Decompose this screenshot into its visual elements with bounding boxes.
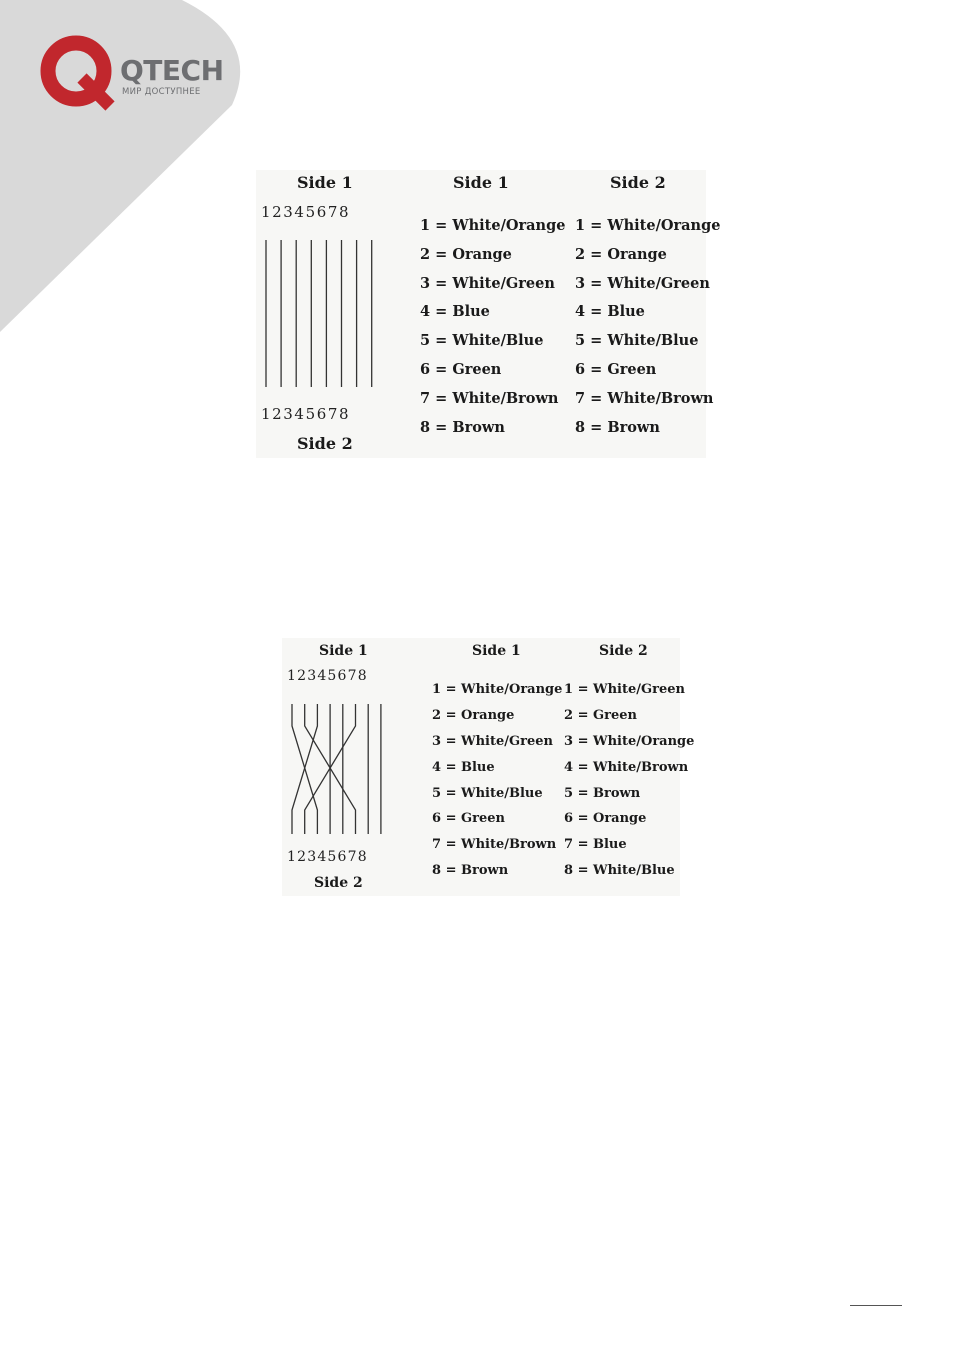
brand-name: QTECH: [120, 54, 224, 87]
pinout-entry: 7 = White/Brown: [575, 389, 714, 407]
pinout-entry: 5 = Brown: [564, 785, 641, 801]
pinout-entry: 5 = White/Blue: [420, 332, 544, 350]
pinout-entry: 6 = Green: [420, 360, 502, 378]
diagram-side1-label: Side 1: [297, 173, 353, 192]
side1-pinout-list: [432, 677, 562, 884]
diagram-side1-label: Side 1: [319, 643, 368, 659]
pinout-entry: 3 = White/Green: [420, 274, 555, 292]
column-side1-heading: Side 1: [453, 173, 509, 192]
pin-numbers-top: 12345678: [287, 668, 368, 684]
pinout-entry: 4 = Blue: [432, 759, 495, 775]
pinout-entry: 7 = White/Brown: [420, 389, 559, 407]
pinout-entry: 6 = Green: [432, 811, 505, 827]
diagram-side2-label: Side 2: [314, 875, 363, 891]
pinout-entry: 8 = White/Blue: [564, 863, 675, 879]
pinout-entry: 7 = White/Brown: [432, 837, 557, 853]
column-side2-heading: Side 2: [610, 173, 666, 192]
pinout-entry: 2 = Orange: [575, 245, 667, 263]
pin-numbers-top: 12345678: [261, 203, 351, 221]
pinout-entry: 2 = Green: [564, 707, 637, 723]
pinout-entry: 4 = White/Brown: [564, 759, 689, 775]
pin-numbers-bottom: 12345678: [261, 405, 351, 423]
pinout-entry: 2 = Orange: [432, 707, 515, 723]
pinout-entry: 5 = White/Blue: [432, 785, 543, 801]
pinout-entry: 4 = Blue: [420, 303, 490, 321]
pinout-entry: 3 = White/Green: [432, 733, 553, 749]
pinout-entry: 1 = White/Green: [564, 682, 685, 697]
pinout-entry: 4 = Blue: [575, 303, 645, 321]
pinout-entry: 5 = White/Blue: [575, 332, 699, 350]
pinout-entry: 6 = Green: [575, 360, 657, 378]
column-side1-heading: Side 1: [472, 643, 521, 659]
side2-pinout-list: [564, 677, 694, 884]
pinout-entry: 8 = Brown: [432, 863, 509, 879]
pinout-entry: 8 = Brown: [420, 418, 505, 436]
page-number-rule: [850, 1305, 902, 1306]
column-side2-heading: Side 2: [599, 643, 648, 659]
pinout-entry: 8 = Brown: [575, 418, 660, 436]
pinout-entry: 2 = Orange: [420, 245, 512, 263]
pinout-entry: 3 = White/Orange: [564, 733, 695, 749]
brand-tagline: МИР ДОСТУПНЕЕ: [122, 87, 201, 97]
pinout-entry: 7 = Blue: [564, 837, 627, 853]
pinout-entry: 1 = White/Orange: [420, 217, 566, 234]
pinout-entry: 1 = White/Orange: [575, 217, 721, 234]
crossover-wiring-figure: [282, 638, 695, 896]
pinout-entry: 3 = White/Green: [575, 274, 710, 292]
pinout-entry: 6 = Orange: [564, 811, 647, 827]
pinout-entry: 1 = White/Orange: [432, 682, 563, 697]
straight-through-wiring-figure: [256, 170, 721, 458]
pin-numbers-bottom: 12345678: [287, 849, 368, 865]
side2-pinout-list: [575, 212, 720, 442]
side1-pinout-list: [420, 212, 565, 442]
diagram-side2-label: Side 2: [297, 434, 353, 453]
